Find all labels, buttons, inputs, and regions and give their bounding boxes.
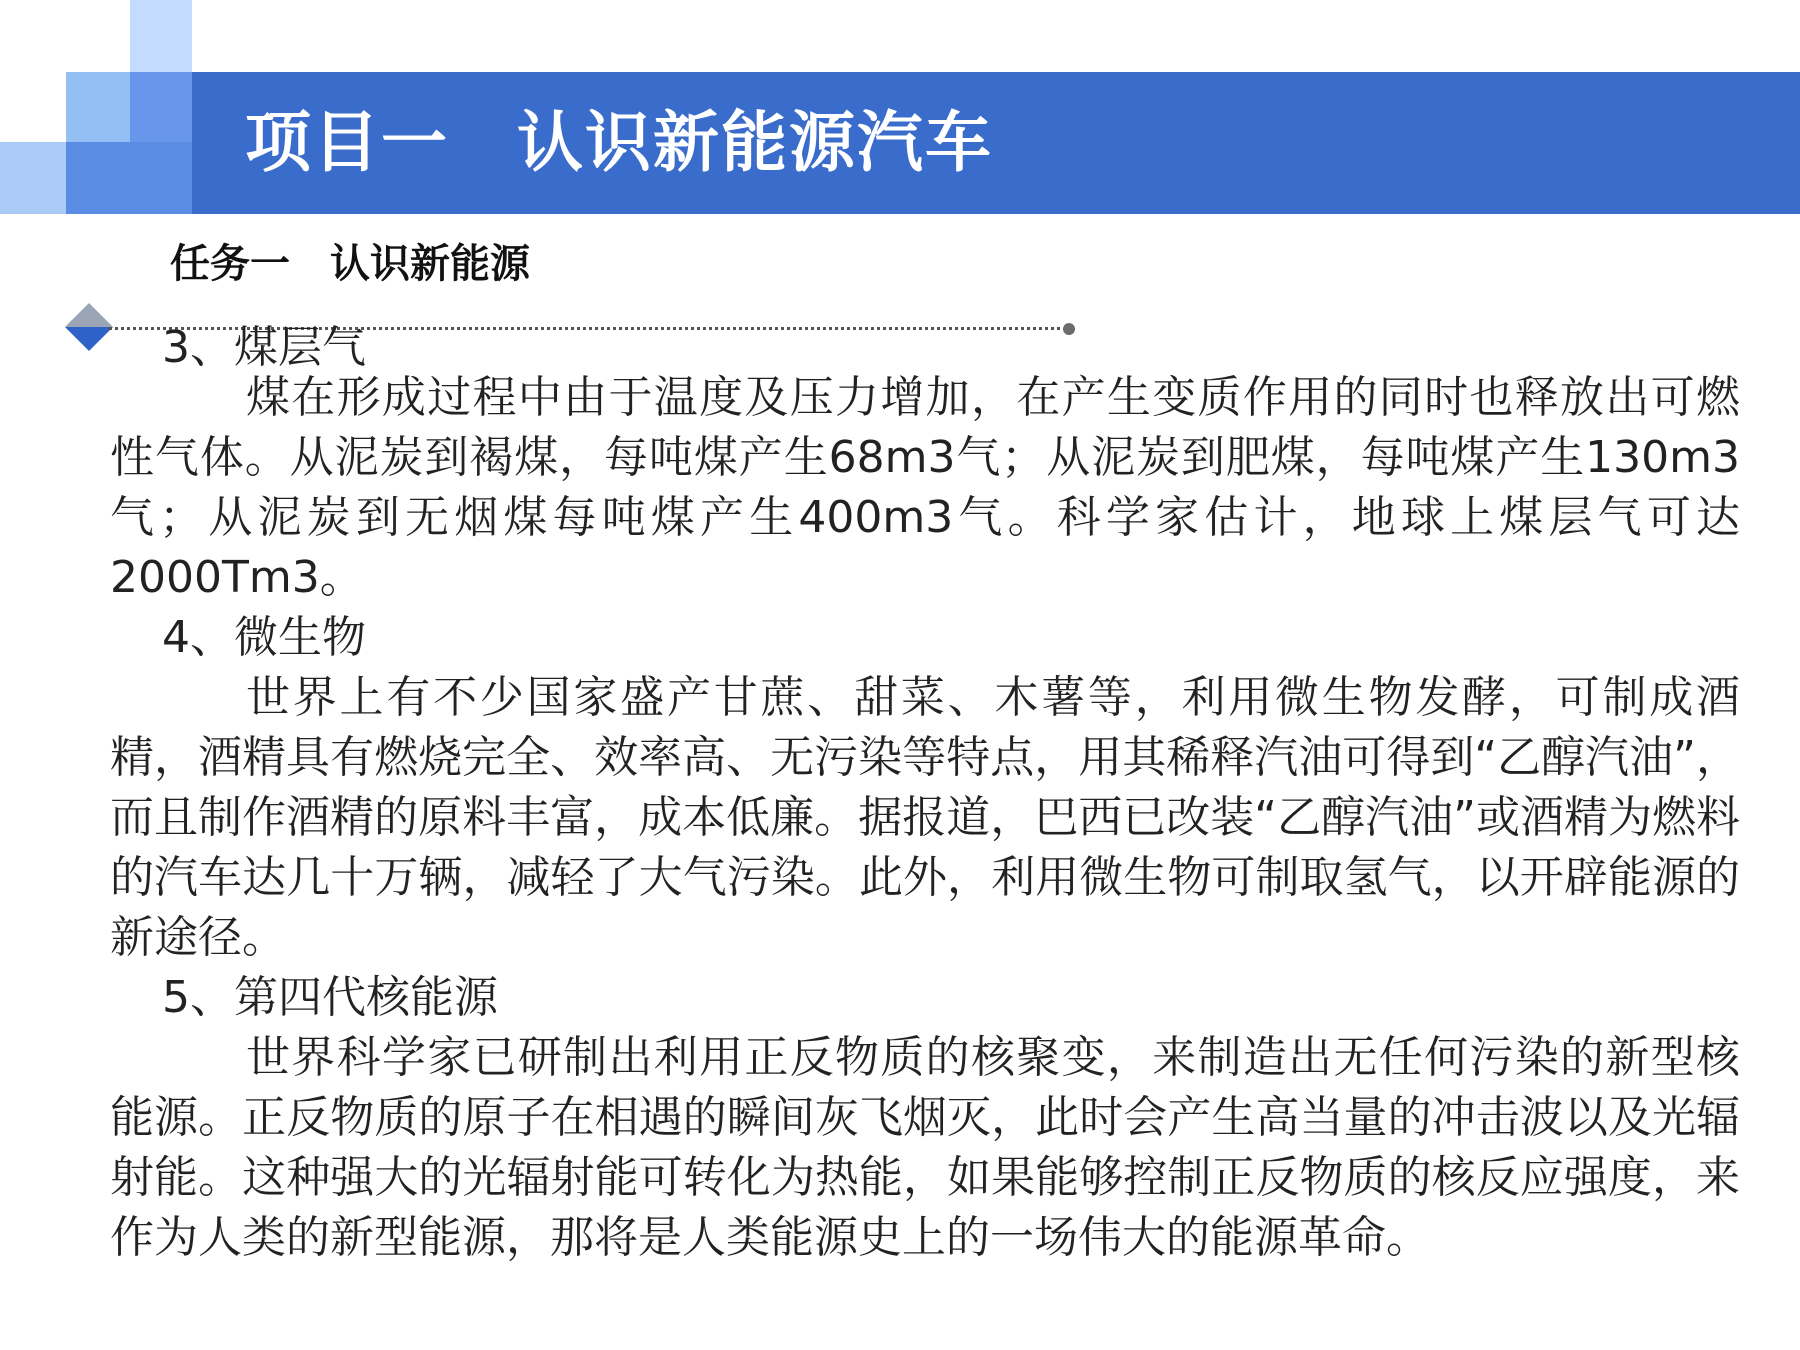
section-paragraph: 世界科学家已研制出利用正反物质的核聚变，来制造出无任何污染的新型核能源。正反物质的原子在相遇的瞬间灰飞烟灭，此时会产生高当量的冲击波以及光辐射能。这种强大的光辐射能可转化为热能，如果能够控制正反物质的核反应强度，来作为人类的新型能源，那将是人类能源史上的一场伟大的能源革命。 xyxy=(110,1032,1740,1263)
decorative-square xyxy=(66,72,130,142)
divider-end-dot xyxy=(1063,323,1075,335)
decorative-square xyxy=(66,142,192,214)
section-heading: 5、第四代核能源 xyxy=(162,972,498,1023)
slide-title: 项目一 认识新能源汽车 xyxy=(245,104,993,181)
decorative-square xyxy=(130,0,192,72)
body-text xyxy=(110,322,1740,1268)
section-paragraph: 煤在形成过程中由于温度及压力增加，在产生变质作用的同时也释放出可燃性气体。从泥炭到褐煤，每吨煤产生68m3气；从泥炭到肥煤，每吨煤产生130m3气；从泥炭到无烟煤每吨煤产生400m3气。科学家估计，地球上煤层气可达2000Tm3。 xyxy=(110,372,1740,603)
section-paragraph: 世界上有不少国家盛产甘蔗、甜菜、木薯等，利用微生物发酵，可制成酒精，酒精具有燃烧完全、效率高、无污染等特点，用其稀释汽油可得到“乙醇汽油”，而且制作酒精的原料丰富，成本低廉。据报道，巴西已改装“乙醇汽油”或酒精为燃料的汽车达几十万辆，减轻了大气污染。此外，利用微生物可制取氢气，以开辟能源的新途径。 xyxy=(110,672,1740,963)
slide-subtitle: 任务一 认识新能源 xyxy=(170,241,530,287)
section-heading: 3、煤层气 xyxy=(162,322,366,373)
decorative-square xyxy=(0,142,66,214)
decorative-square xyxy=(130,72,192,142)
section-heading: 4、微生物 xyxy=(162,612,366,663)
diamond-bullet-icon xyxy=(65,303,113,351)
